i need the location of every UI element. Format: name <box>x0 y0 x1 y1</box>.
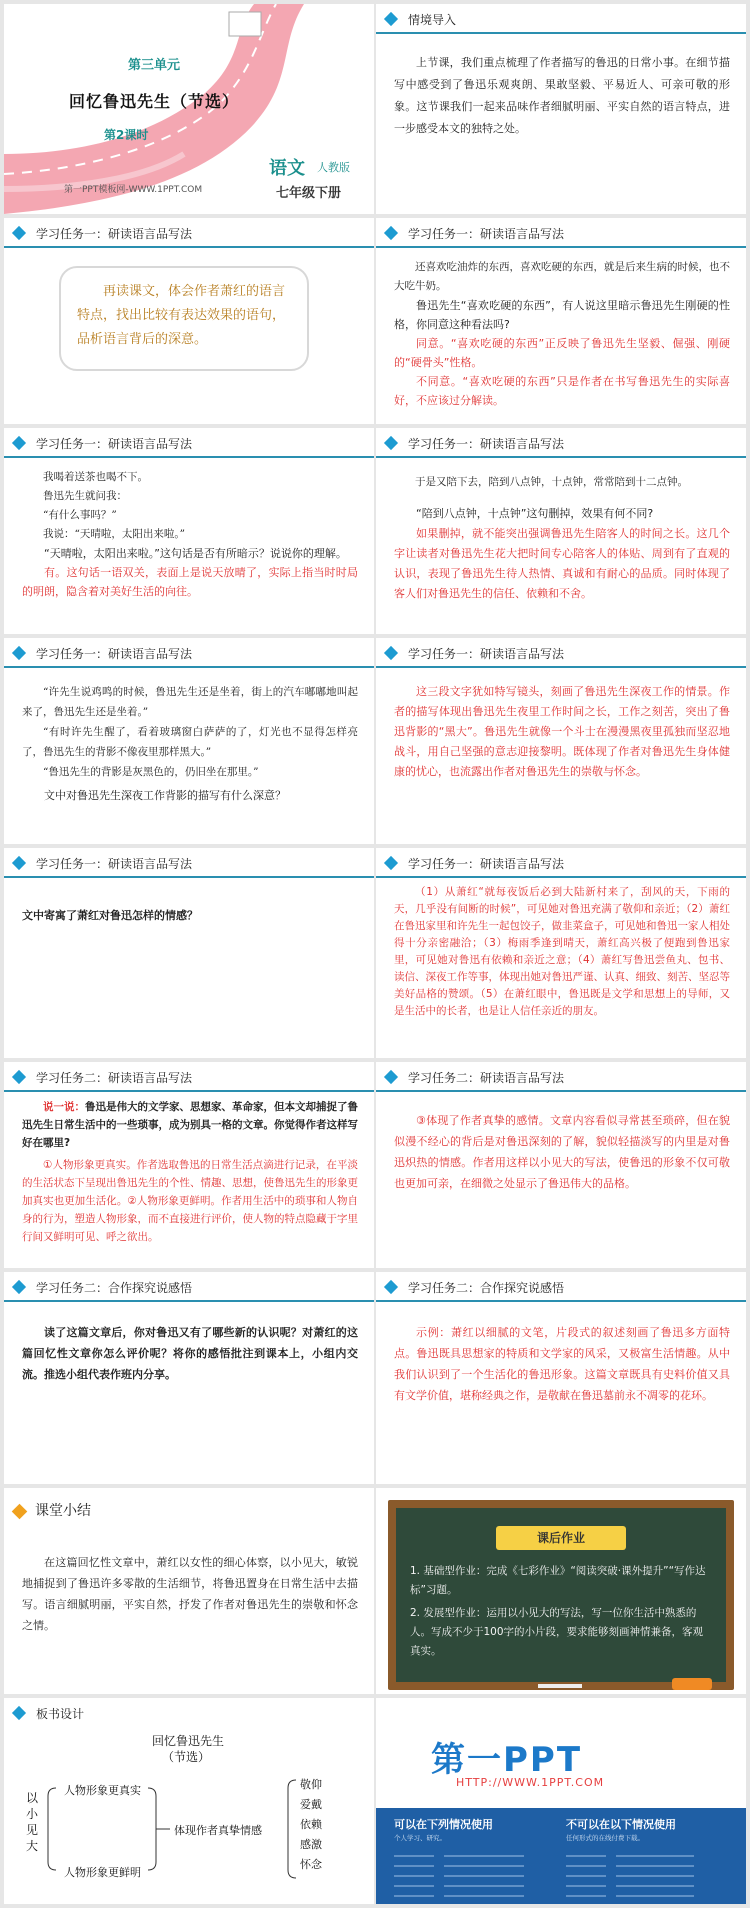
slide-heading: 学习任务一：研读语言品写法 <box>408 857 565 871</box>
summary-text: 在这篇回忆性文章中，萧红以女性的细心体察，以小见大，敏锐地捕捉到了鲁迅许多零散的生活细节，将鲁迅置身在日常生活中去描写。语言细腻明丽，平实自然，抒发了作者对鲁迅先生的崇敬和怀念之情。 <box>22 1556 358 1632</box>
diamond-icon <box>12 226 26 240</box>
slide-heading: 板书设计 <box>36 1707 85 1721</box>
task2-explore-slide <box>4 1272 374 1484</box>
prompt-box <box>59 266 309 371</box>
diamond-icon <box>12 1280 26 1294</box>
task2-example-slide <box>376 1272 746 1484</box>
brand-url: HTTP://WWW.1PPT.COM <box>456 1776 605 1789</box>
answer-text: 这三段文字犹如特写镜头，刻画了鲁迅先生深夜工作的情景。作者的描写体现出鲁迅先生夜里工作时间之长，工作之刻苦，突出了鲁迅背影的“黑大”。鲁迅先生就像一个斗士在漫漫黑夜里孤独而坚忍地战斗，用自己坚强的意志迎接黎明。既体现了作者对鲁迅先生身体健康的忧心，也流露出作者对鲁迅先生的崇敬与怀念。 <box>394 685 730 778</box>
task2-answer-slide <box>376 1062 746 1268</box>
answer-text: ③体现了作者真挚的感情。文章内容看似寻常甚至琐碎，但在貌似漫不经心的背后是对鲁迅深刻的了解，貌似轻描淡写的内里是对鲁迅炽热的情感。作者用这样以小见大的写法，使鲁迅的形象不仅可敬也更加可亲，在细微之处显示了鲁迅伟大的品格。 <box>394 1114 730 1190</box>
slide-heading: 学习任务一：研读语言品写法 <box>408 647 565 661</box>
brand-slide <box>376 1698 746 1904</box>
question-text: 文中寄寓了萧红对鲁迅怎样的情感？ <box>22 909 198 922</box>
quote-text: 于是又陪下去，陪到八点钟，十点钟，常常陪到十二点钟。 <box>415 476 688 488</box>
slide-heading: 学习任务二：研读语言品写法 <box>36 1071 193 1085</box>
board-branch: 人物形象更真实 <box>64 1784 141 1797</box>
usage-link-list <box>394 1852 734 1904</box>
answer-text: （1）从萧红“就每夜饭后必到大陆新村来了，刮风的天，下雨的天，几乎没有间断的时候”，可见她对鲁迅充满了敬仰和亲近；（2）萧红在鲁迅家里和许先生一起包饺子，做韭菜盒子，可见她和鲁迅一家人相处得十分亲密融洽；（3）梅雨季逢到晴天，萧红高兴极了便跑到鲁迅家里，可见她对鲁迅有依赖和亲近之意；（4）萧红写鲁迅尝鱼丸、包书、读信、深夜工作等事，体现出她对鲁迅严谨、认真、细致、刻苦、坚忍等美好品格的赞颂。（5）在萧红眼中，鲁迅既是文学和思想上的导师，又是生活中的长者，也是让人信任亲近的朋友。 <box>394 886 730 1017</box>
prompt-text: 再读课文，体会作者萧红的语言特点，找出比较有表达效果的语句，品析语言背后的深意。 <box>77 284 286 347</box>
diamond-icon <box>384 646 398 660</box>
usage-panel <box>376 1808 746 1904</box>
intro-text: 上节课，我们重点梳理了作者描写的鲁迅的日常小事。在细节描写中感受到了鲁迅乐观爽朗、果敢坚毅、平易近人、可亲可敬的形象。这节课我们一起来品味作者细腻明丽、平实自然的语言特点，进一步感受本文的独特之处。 <box>394 56 730 135</box>
answer-text: 有。这句话一语双关，表面上是说天放晴了，实际上指当时时局的明朗，隐含着对美好生活的向往。 <box>22 566 358 598</box>
quote-line: “有什么事吗？” <box>43 509 117 521</box>
board-emotion: 感激 <box>300 1838 322 1851</box>
quote-paragraph: “许先生说鸡鸣的时候，鲁迅先生还是坐着，街上的汽车嘟嘟地叫起来了，鲁迅先生还是坐着。” <box>22 686 358 718</box>
site-label: 第一PPT模板网-WWW.1PPT.COM <box>64 185 203 195</box>
discuss-label: 说一说： <box>43 1101 85 1113</box>
eraser <box>672 1678 712 1690</box>
lesson-number: 第2课时 <box>104 128 149 142</box>
slide-heading: 学习任务二：合作探究说感悟 <box>36 1281 193 1295</box>
board-branch: 人物形象更鲜明 <box>64 1866 141 1879</box>
slide-header <box>4 1062 374 1092</box>
slide-header <box>4 218 374 248</box>
slide-header <box>376 638 746 668</box>
quote-line: 鲁迅先生就问我： <box>43 490 127 502</box>
slide-header <box>376 1062 746 1092</box>
quote-paragraph: “鲁迅先生的背影是灰黑色的，仍旧坐在那里。” <box>43 766 259 778</box>
slide-header <box>4 428 374 458</box>
slide-heading: 学习任务一：研读语言品写法 <box>36 437 193 451</box>
brand-logo: 第一PPT <box>431 1740 583 1780</box>
edition-label: 人教版 <box>317 161 350 174</box>
diamond-icon <box>384 856 398 870</box>
task2-discuss-slide <box>4 1062 374 1268</box>
work-answer-slide <box>376 638 746 844</box>
slide-header <box>376 1272 746 1302</box>
unit-label: 第三单元 <box>127 58 180 73</box>
lesson-title: 回忆鲁迅先生（节选） <box>68 92 239 111</box>
slide-heading: 学习任务一：研读语言品写法 <box>408 227 565 241</box>
question-text: “天晴啦，太阳出来啦。”这句话是否有所暗示？说说你的理解。 <box>44 547 347 560</box>
usage-cannot-text: 任何形式的在线付费下载。 <box>566 1834 644 1842</box>
question-text: 鲁迅是伟大的文学家、思想家、革命家，但本文却捕捉了鲁迅先生日常生活中的一些琐事，成为别具一格的文章。你觉得作者这样写好在哪里? <box>22 1101 358 1149</box>
quote-text: 还喜欢吃油炸的东西，喜欢吃硬的东西，就是后来生病的时候，也不大吃牛奶。 <box>394 261 730 292</box>
diamond-icon <box>12 856 26 870</box>
slide-header <box>4 848 374 878</box>
title-slide <box>4 4 374 214</box>
diamond-icon <box>12 436 26 450</box>
board-emotion: 怀念 <box>300 1858 322 1871</box>
slide-heading: 学习任务一：研读语言品写法 <box>36 647 193 661</box>
diamond-icon <box>384 226 398 240</box>
example-text: 示例：萧红以细腻的文笔，片段式的叙述刻画了鲁迅多方面特点。鲁迅既具思想家的特质和文学家的风采，又极富生活情趣。从中我们认识到了一个生活化的鲁迅形象。这篇文章既具有史料价值又具有文学价值，堪称经典之作，是敬献在鲁迅墓前永不凋零的花环。 <box>394 1326 730 1402</box>
diamond-icon <box>384 436 398 450</box>
slide-heading: 情境导入 <box>408 13 457 27</box>
slide-header <box>376 428 746 458</box>
midnight-slide <box>376 428 746 634</box>
board-emotion: 爱戴 <box>300 1798 322 1811</box>
diamond-icon <box>12 1070 26 1084</box>
slide-heading: 学习任务一：研读语言品写法 <box>36 227 193 241</box>
slide-heading: 学习任务一：研读语言品写法 <box>408 437 565 451</box>
question-text: 文中对鲁迅先生深夜工作背影的描写有什么深意？ <box>44 789 286 802</box>
diamond-icon <box>12 1503 28 1519</box>
question-text: 鲁迅先生“喜欢吃硬的东西”，有人说这里暗示鲁迅先生刚硬的性格，你同意这种看法吗? <box>394 299 730 331</box>
emotion-question-slide <box>4 848 374 1058</box>
summary-slide <box>4 1488 374 1694</box>
board-subtitle: （节选） <box>162 1750 211 1764</box>
answer-text: 如果删掉，就不能突出强调鲁迅先生陪客人的时间之长。这几个字让读者对鲁迅先生花大把时间专心陪客人的体贴、周到有了直观的认识，表现了鲁迅先生待人热情、真诚和有耐心的品质。同时体现了客人们对鲁迅先生的信任、依赖和不舍。 <box>394 527 730 600</box>
slide-header <box>376 848 746 878</box>
homework-item: 1. 基础型作业：完成《七彩作业》“阅读突破·课外提升”“写作达标”习题。 <box>410 1565 706 1596</box>
homework-tag: 课后作业 <box>496 1526 626 1550</box>
board-title: 回忆鲁迅先生 <box>152 1734 225 1748</box>
quote-line: 我说：“天晴啦，太阳出来啦。” <box>43 528 185 540</box>
slide-header <box>376 4 746 34</box>
answer-disagree: 不同意。“喜欢吃硬的东西”只是作者在书写鲁迅先生的实际喜好，不应该过分解读。 <box>394 375 730 407</box>
usage-can-text: 个人学习、研究。 <box>394 1834 446 1842</box>
emotion-answer-slide <box>376 848 746 1058</box>
intro-slide <box>376 4 746 214</box>
usage-cannot-heading: 不可以在以下情况使用 <box>566 1818 676 1831</box>
sunny-slide <box>4 428 374 634</box>
slide-header <box>376 218 746 248</box>
task-text: 读了这篇文章后，你对鲁迅又有了哪些新的认识呢？对萧红的这篇回忆性文章你怎么评价呢？将你的感悟批注到课本上，小组内交流。推选小组代表作班内分享。 <box>22 1326 358 1381</box>
slide-header <box>4 1272 374 1302</box>
task1-slide <box>4 218 374 424</box>
question-text: “陪到八点钟，十点钟”这句删掉，效果有何不同? <box>416 507 654 520</box>
homework-slide <box>376 1488 746 1694</box>
homework-item: 2. 发展型作业：运用以小见大的写法，写一位你生活中熟悉的人。写成不少于100字的小片段，要求能够刻画神情兼备，客观真实。 <box>410 1607 704 1657</box>
blackboard <box>388 1500 734 1690</box>
answer-agree: 同意。“喜欢吃硬的东西”正反映了鲁迅先生坚毅、倔强、刚硬的“硬骨头”性格。 <box>394 337 730 369</box>
usage-can-heading: 可以在下列情况使用 <box>394 1818 493 1831</box>
diamond-icon <box>12 1706 26 1720</box>
answer-text: ①人物形象更真实。作者选取鲁迅的日常生活点滴进行记录，在平淡的生活状态下呈现出鲁迅先生的个性、情趣、思想，使鲁迅先生的形象更加真实也更加生活化。②人物形象更鲜明。作者用生活中的琐事和人物自身的行为，塑造人物形象，而不直接进行评价，使人物的特点隐藏于字里行间又鲜明可见、呼之欲出。 <box>22 1159 358 1243</box>
quote-paragraph: “有时许先生醒了，看着玻璃窗白萨萨的了，灯光也不显得怎样亮了，鲁迅先生的背影不像夜里那样黑大。” <box>22 726 358 758</box>
slide-header <box>4 1698 374 1728</box>
chalk <box>538 1684 582 1688</box>
food-slide <box>376 218 746 424</box>
board-left: 以小见大 <box>26 1791 39 1853</box>
slide-heading: 学习任务一：研读语言品写法 <box>36 857 193 871</box>
grade-label: 七年级下册 <box>276 186 342 201</box>
work-slide <box>4 638 374 844</box>
slide-heading: 学习任务二：合作探究说感悟 <box>408 1281 565 1295</box>
summary-heading: 课堂小结 <box>35 1503 91 1519</box>
diamond-icon <box>384 1280 398 1294</box>
summary-header <box>14 1500 91 1520</box>
diamond-icon <box>384 1070 398 1084</box>
board-emotion: 敬仰 <box>300 1778 322 1791</box>
quote-line: 我喝着送茶也喝不下。 <box>43 471 148 483</box>
board-middle: 体现作者真挚情感 <box>174 1824 262 1837</box>
diamond-icon <box>12 646 26 660</box>
slide-heading: 学习任务二：研读语言品写法 <box>408 1071 565 1085</box>
board-emotion: 依赖 <box>300 1818 322 1831</box>
diamond-icon <box>384 12 398 26</box>
subject-brand: 语文 <box>269 158 305 179</box>
board-design-slide <box>4 1698 374 1904</box>
slide-header <box>4 638 374 668</box>
